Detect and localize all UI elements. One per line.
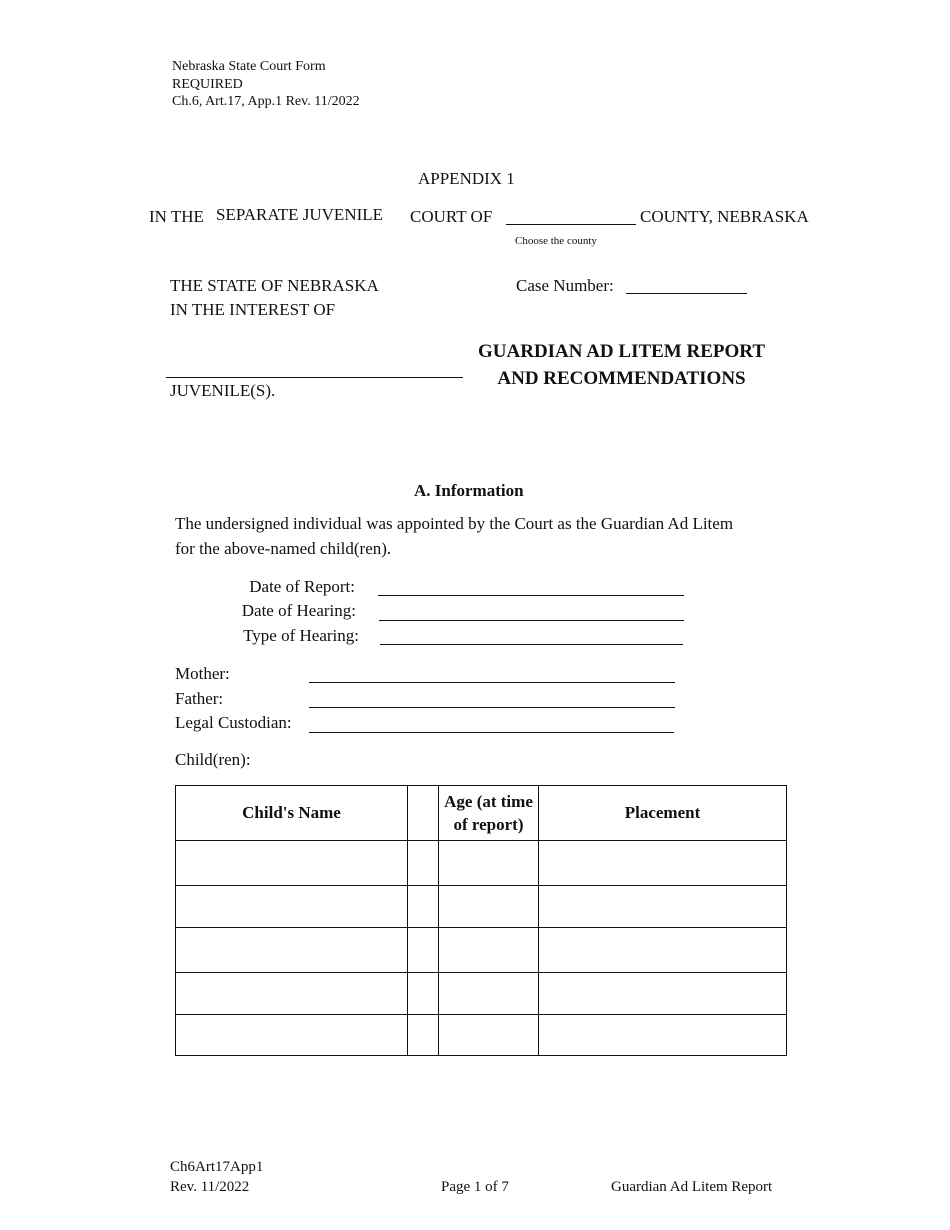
form-origin: Nebraska State Court Form [172, 59, 326, 74]
legal-custodian-label: Legal Custodian: [175, 713, 292, 732]
report-title-line-1: GUARDIAN AD LITEM REPORT [478, 341, 765, 362]
court-of-label: COURT OF [410, 207, 493, 226]
report-title-line-2: AND RECOMMENDATIONS [497, 368, 746, 389]
footer-revision: Rev. 11/2022 [170, 1179, 250, 1195]
intro-line-1: The undersigned individual was appointed by the Court as the Guardian Ad Litem [175, 514, 734, 533]
form-reference: Ch.6, Art.17, App.1 Rev. 11/2022 [172, 94, 360, 109]
date-of-report-field[interactable] [378, 595, 684, 596]
date-of-hearing-field[interactable] [379, 620, 684, 621]
spacer-cell [408, 886, 439, 928]
child-name-cell[interactable] [176, 1015, 408, 1056]
child-age-cell[interactable] [439, 973, 539, 1015]
county-field[interactable] [506, 224, 636, 225]
child-placement-cell[interactable] [539, 928, 787, 973]
children-table-header [176, 786, 787, 841]
children-label: Child(ren): [175, 750, 251, 769]
child-placement-cell[interactable] [539, 973, 787, 1015]
case-number-label: Case Number: [516, 276, 614, 295]
child-name-cell[interactable] [176, 841, 408, 886]
type-of-hearing-field[interactable] [380, 644, 683, 645]
juvenile-name-field[interactable] [166, 377, 463, 378]
table-row [176, 973, 787, 1015]
county-hint: Choose the county [515, 235, 597, 247]
state-line-1: THE STATE OF NEBRASKA [170, 276, 379, 295]
footer-form-id: Ch6Art17App1 [170, 1159, 264, 1175]
child-placement-cell[interactable] [539, 1015, 787, 1056]
table-row [176, 841, 787, 886]
col-placement: Placement [539, 786, 787, 841]
mother-field[interactable] [309, 682, 675, 683]
court-type-select[interactable]: SEPARATE JUVENILE [216, 205, 384, 224]
case-number-field[interactable] [626, 293, 747, 294]
col-age-line-2: of report) [453, 815, 524, 834]
child-age-cell[interactable] [439, 928, 539, 973]
col-age-line-1: Age (at time [444, 792, 533, 811]
court-suffix: COUNTY, NEBRASKA [640, 207, 809, 226]
type-of-hearing-label: Type of Hearing: [243, 626, 359, 645]
appendix-label: APPENDIX 1 [418, 169, 515, 188]
mother-label: Mother: [175, 664, 230, 683]
table-row [176, 886, 787, 928]
child-placement-cell[interactable] [539, 841, 787, 886]
father-field[interactable] [309, 707, 675, 708]
date-of-report-label: Date of Report: [249, 577, 355, 596]
spacer-cell [408, 1015, 439, 1056]
intro-line-2: for the above-named child(ren). [175, 539, 392, 558]
child-age-cell[interactable] [439, 1015, 539, 1056]
report-title [450, 338, 793, 392]
col-spacer [408, 786, 439, 841]
legal-custodian-field[interactable] [309, 732, 674, 733]
date-of-hearing-label: Date of Hearing: [241, 601, 356, 620]
footer-page-number: Page 1 of 7 [441, 1179, 509, 1195]
child-name-cell[interactable] [176, 928, 408, 973]
form-required: REQUIRED [172, 77, 243, 92]
table-row [176, 1015, 787, 1056]
spacer-cell [408, 841, 439, 886]
table-row [176, 928, 787, 973]
child-name-cell[interactable] [176, 973, 408, 1015]
father-label: Father: [175, 689, 224, 708]
col-age [439, 786, 539, 841]
children-table [175, 785, 787, 1056]
juvenile-label: JUVENILE(S). [170, 381, 276, 400]
child-name-cell[interactable] [176, 886, 408, 928]
child-age-cell[interactable] [439, 841, 539, 886]
footer-doc-title: Guardian Ad Litem Report [611, 1179, 773, 1195]
court-prefix: IN THE [149, 207, 204, 226]
child-age-cell[interactable] [439, 886, 539, 928]
section-a-heading: A. Information [414, 481, 524, 500]
spacer-cell [408, 928, 439, 973]
state-line-2: IN THE INTEREST OF [170, 300, 336, 319]
spacer-cell [408, 973, 439, 1015]
child-placement-cell[interactable] [539, 886, 787, 928]
col-childs-name: Child's Name [176, 786, 408, 841]
